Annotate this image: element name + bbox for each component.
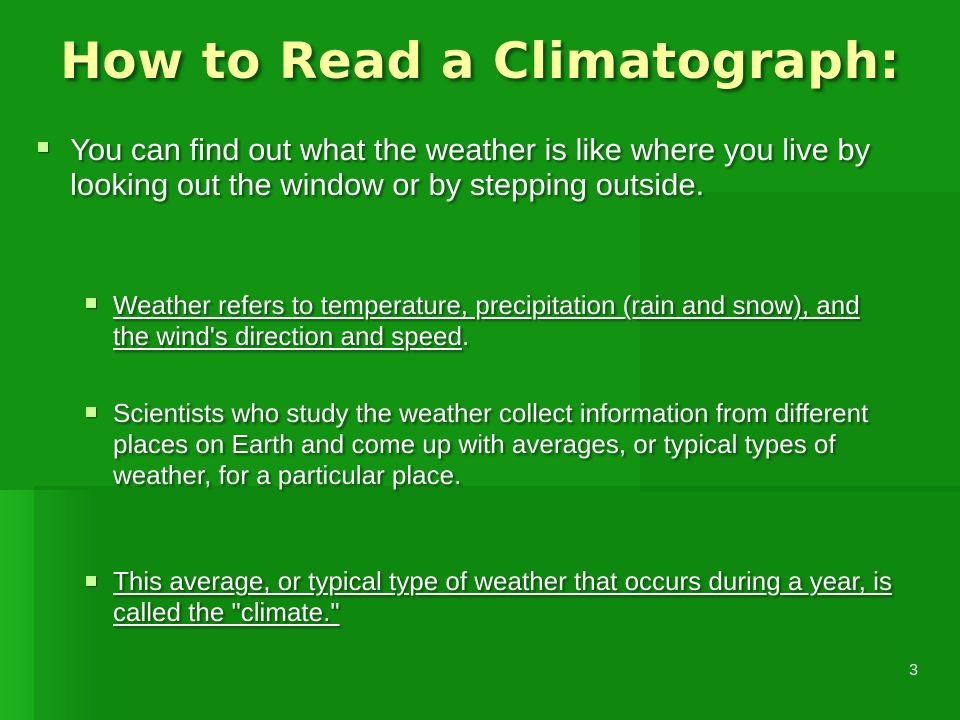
page-number: 3	[909, 662, 918, 679]
bullet-icon	[86, 407, 96, 417]
sub-item-underlined: Weather refers to temperature, precipitation (rain and snow), and the wind's direction and speed	[113, 290, 860, 351]
sub-item-plain: Scientists who study the weather collect information from different places on Earth and come up with averages, or typical types of weather, for a particular place.	[113, 398, 869, 490]
slide-title: How to Read a Climatograph:	[59, 32, 901, 90]
sub-item-climate	[113, 566, 903, 628]
sub-item-weather	[113, 290, 903, 352]
sub-item-plain: .	[461, 321, 470, 351]
intro-text: You can find out what the weather is like where you live by looking out the window or by stepping outside.	[70, 132, 871, 202]
bullet-icon	[86, 576, 96, 586]
sub-item-scientists	[113, 398, 903, 491]
bullet-icon	[86, 298, 96, 308]
background-panel-left	[0, 490, 90, 720]
bullet-icon	[38, 142, 48, 152]
sub-item-underlined: This average, or typical type of weather that occurs during a year, is called the "climate."	[113, 566, 892, 627]
